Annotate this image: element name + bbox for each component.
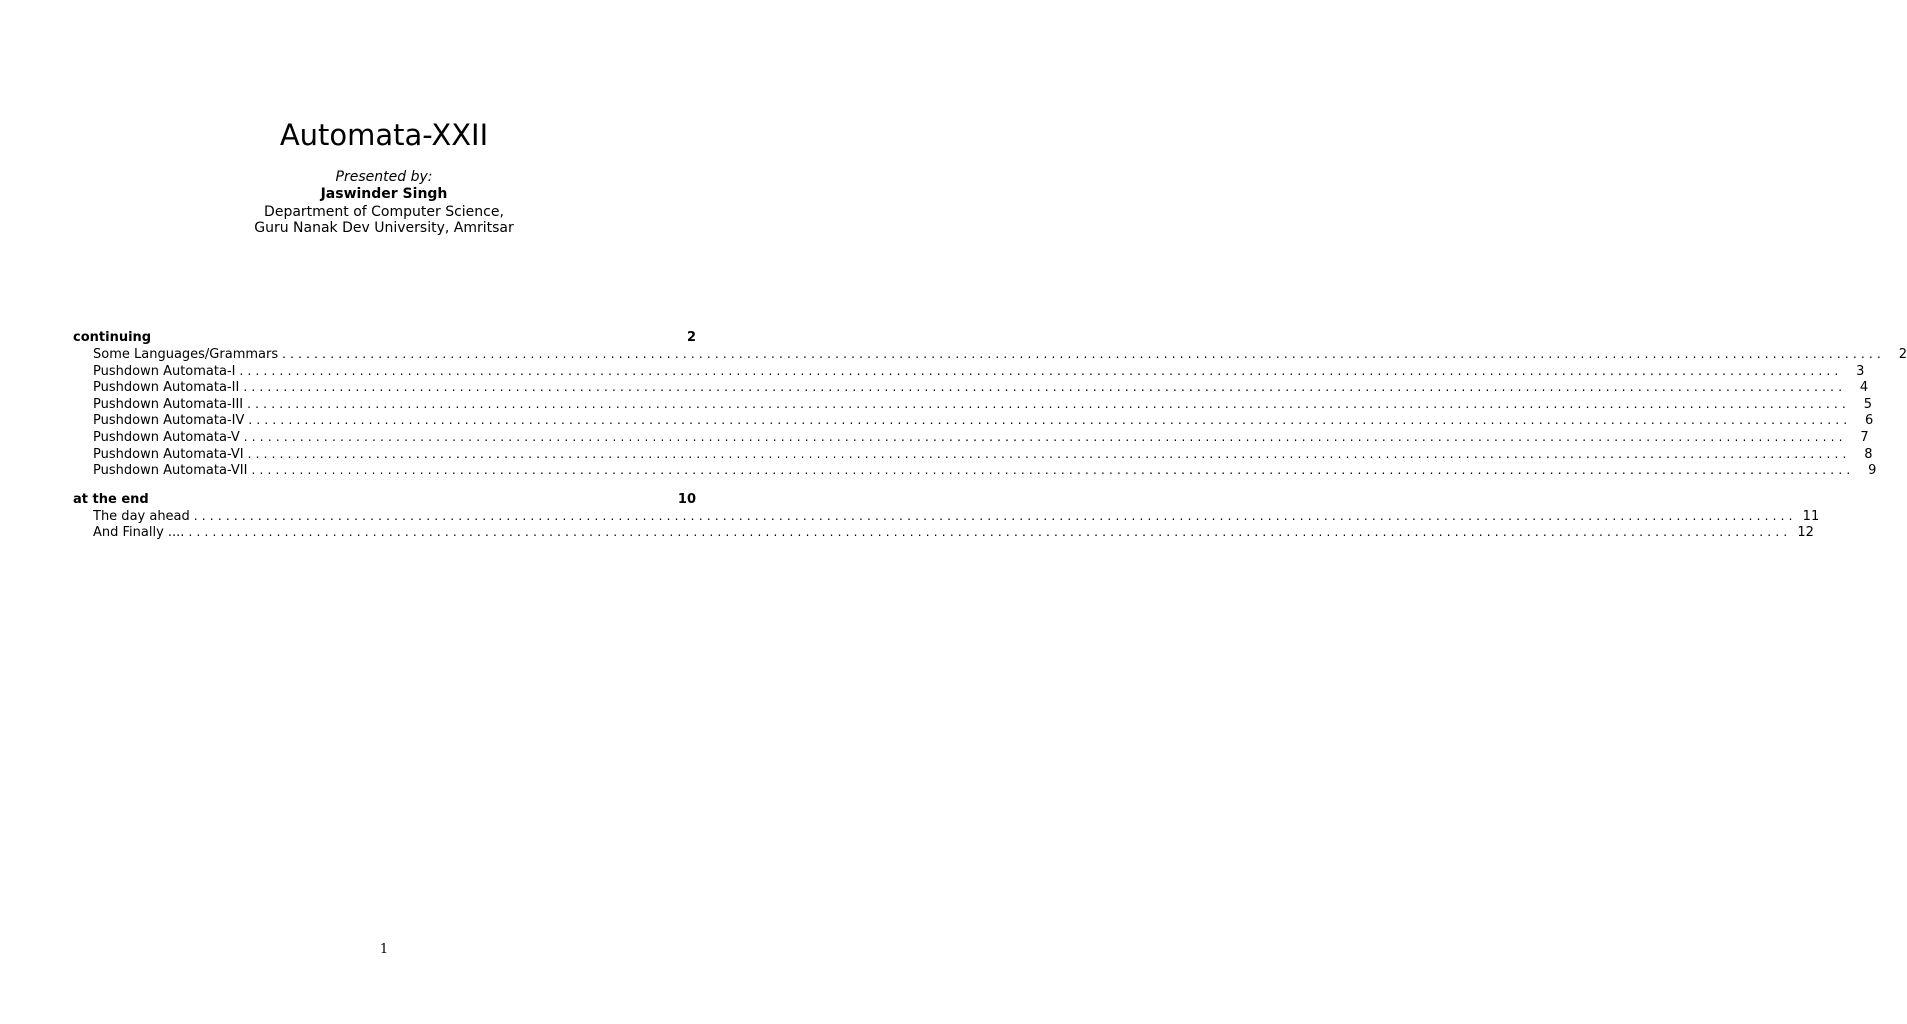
university: Guru Nanak Dev University, Amritsar	[254, 220, 514, 236]
toc-leader-dots: ........................................................................................................................................................................................................	[188, 525, 1792, 540]
toc-leader-dots: ........................................................................................................................................................................................................	[243, 380, 1847, 395]
toc-entry-page: 12	[1797, 525, 1814, 541]
toc-entry-label: Pushdown Automata-VII	[93, 463, 248, 479]
toc-leader-dots: ........................................................................................................................................................................................................	[282, 347, 1885, 361]
toc-entry-label: Pushdown Automata-I	[93, 363, 236, 379]
toc-leader-dots: ........................................................................................................................................................................................................	[193, 508, 1797, 523]
toc-entry-page: 7	[1860, 429, 1869, 445]
toc-entry-page: 5	[1863, 396, 1873, 412]
toc-entry[interactable]	[73, 363, 1865, 380]
document-title: Automata-XXII	[279, 118, 489, 152]
toc-entry-page: 11	[1802, 508, 1820, 524]
page-number: 1	[379, 942, 389, 957]
toc-entry-label: Pushdown Automata-VI	[93, 446, 244, 462]
toc-entry[interactable]	[73, 462, 1877, 479]
toc-entry[interactable]	[73, 446, 1873, 463]
toc-section-page: 2	[686, 330, 696, 345]
toc-section-page: 10	[677, 491, 696, 507]
department: Department of Computer Science,	[264, 204, 504, 220]
toc-entry[interactable]	[73, 412, 1874, 429]
toc-section-heading[interactable]	[73, 329, 696, 346]
toc-entry-page: 9	[1868, 463, 1877, 479]
toc-entry-page: 4	[1859, 380, 1869, 396]
toc-entry-page: 6	[1864, 413, 1874, 429]
toc-entry-label: Some Languages/Grammars	[93, 347, 279, 362]
toc-entry-page: 8	[1864, 446, 1873, 462]
toc-entry-label: The day ahead	[93, 508, 190, 524]
toc-entry-page: 2	[1898, 347, 1907, 362]
toc-entry-label: And Finally ....	[93, 525, 185, 541]
toc-entry[interactable]	[73, 396, 1873, 413]
author-name: Jaswinder Singh	[320, 186, 448, 202]
toc-section-label: continuing	[73, 330, 152, 345]
presented-by-label: Presented by:	[335, 169, 433, 185]
toc-entry[interactable]	[73, 429, 1869, 446]
toc-entry-label: Pushdown Automata-III	[93, 396, 244, 412]
toc-entry[interactable]	[73, 346, 1907, 363]
toc-entry-label: Pushdown Automata-IV	[93, 413, 245, 429]
toc-entry[interactable]	[73, 379, 1869, 396]
toc-leader-dots: ........................................................................................................................................................................................................	[248, 413, 1852, 428]
toc-entry[interactable]	[73, 524, 1814, 541]
toc-entry-label: Pushdown Automata-V	[93, 429, 240, 445]
toc-leader-dots: ........................................................................................................................................................................................................	[239, 363, 1843, 378]
toc-entry[interactable]	[73, 508, 1820, 525]
toc-leader-dots: ........................................................................................................................................................................................................	[251, 463, 1855, 478]
table-of-contents	[73, 329, 1907, 553]
toc-section	[73, 491, 1820, 541]
toc-leader-dots: ........................................................................................................................................................................................................	[247, 446, 1851, 461]
toc-leader-dots: ........................................................................................................................................................................................................	[243, 429, 1847, 444]
toc-entry-label: Pushdown Automata-II	[93, 380, 240, 396]
toc-entry-page: 3	[1856, 363, 1865, 379]
toc-section	[73, 329, 1907, 479]
toc-section-label: at the end	[73, 491, 149, 507]
toc-section-heading[interactable]	[73, 491, 696, 508]
toc-leader-dots: ........................................................................................................................................................................................................	[247, 396, 1851, 411]
